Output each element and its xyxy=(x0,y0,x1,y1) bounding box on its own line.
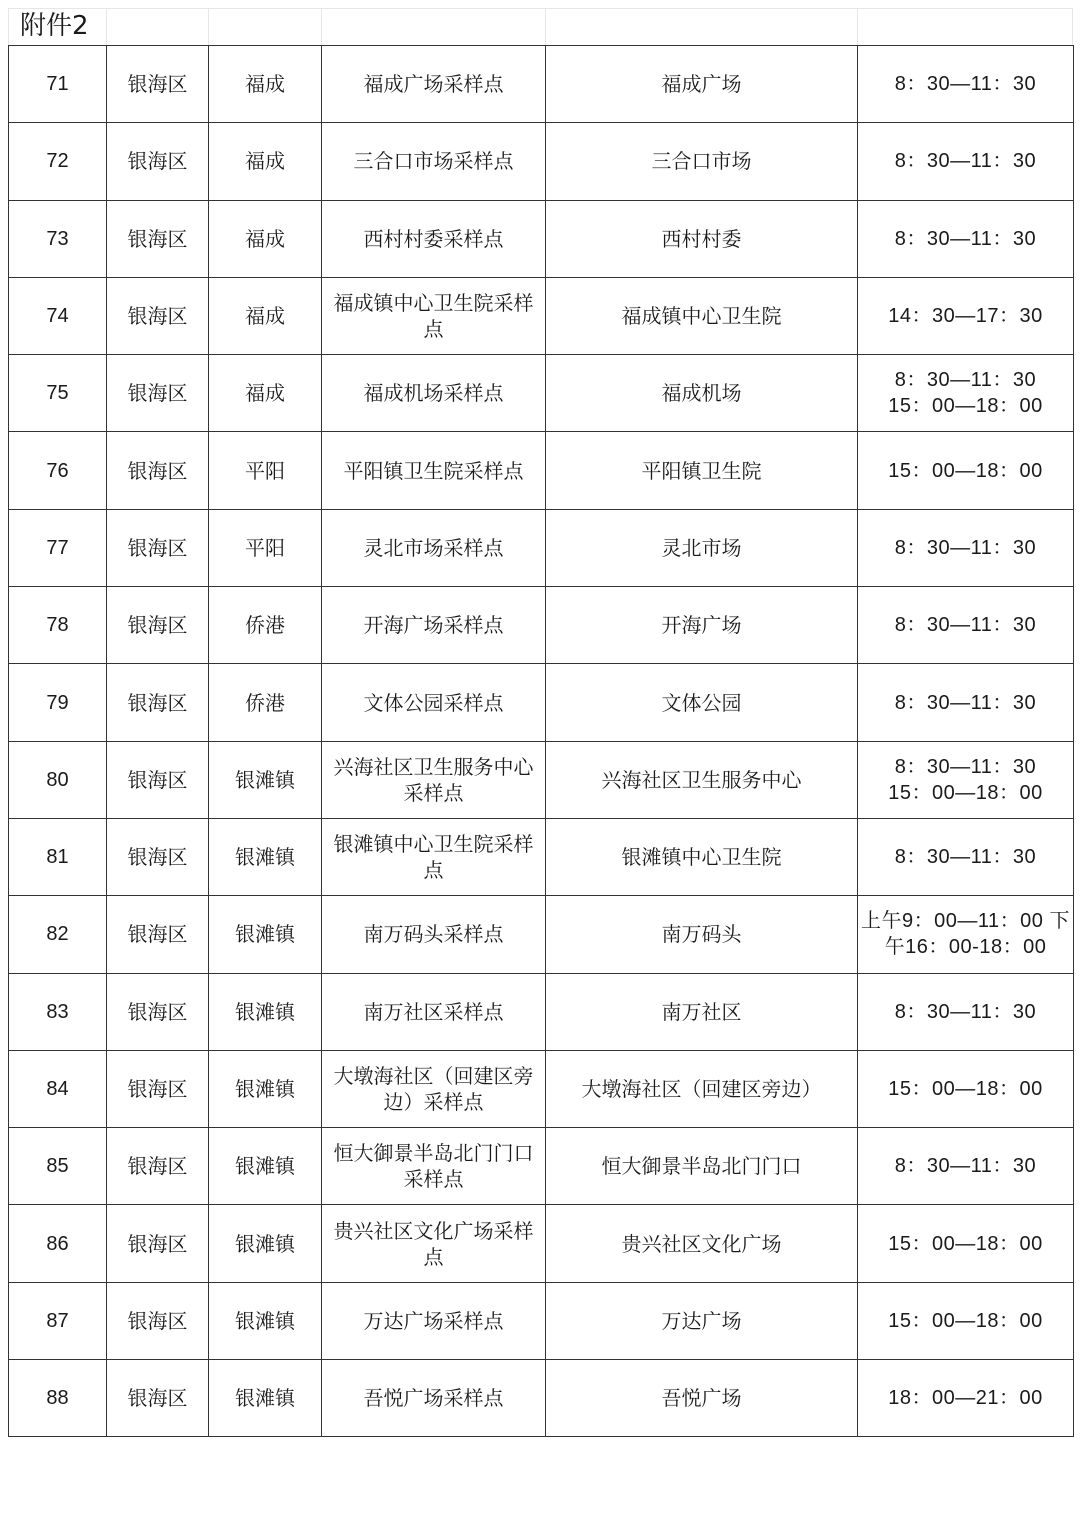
top-rule-divider xyxy=(8,8,9,45)
sampling-location: 恒大御景半岛北门门口 xyxy=(546,1128,858,1205)
table-row xyxy=(9,1128,1074,1205)
district-cell: 银海区 xyxy=(107,1050,209,1127)
sampling-location: 南万码头 xyxy=(546,896,858,973)
table-row xyxy=(9,1050,1074,1127)
sampling-site-name: 恒大御景半岛北门门口采样点 xyxy=(322,1128,546,1205)
table-body xyxy=(9,46,1074,1437)
table-row xyxy=(9,432,1074,509)
attachment-label: 附件2 xyxy=(20,11,89,41)
row-number: 79 xyxy=(9,664,107,741)
table-row xyxy=(9,509,1074,586)
town-cell: 银滩镇 xyxy=(209,1205,322,1282)
town-cell: 银滩镇 xyxy=(209,1050,322,1127)
sampling-time: 8：30—11：30 15：00—18：00 xyxy=(858,741,1074,818)
sampling-time: 8：30—11：30 xyxy=(858,123,1074,200)
district-cell: 银海区 xyxy=(107,46,209,123)
table-row xyxy=(9,973,1074,1050)
sampling-location: 银滩镇中心卫生院 xyxy=(546,818,858,895)
sampling-site-table xyxy=(8,45,1074,1437)
sampling-site-name: 三合口市场采样点 xyxy=(322,123,546,200)
district-cell: 银海区 xyxy=(107,1128,209,1205)
sampling-time: 8：30—11：30 xyxy=(858,1128,1074,1205)
sampling-time: 8：30—11：30 xyxy=(858,664,1074,741)
table-row xyxy=(9,1282,1074,1359)
row-number: 86 xyxy=(9,1205,107,1282)
sampling-location: 西村村委 xyxy=(546,200,858,277)
sampling-time: 8：30—11：30 xyxy=(858,973,1074,1050)
row-number: 74 xyxy=(9,277,107,354)
sampling-time: 8：30—11：30 xyxy=(858,46,1074,123)
sampling-site-name: 西村村委采样点 xyxy=(322,200,546,277)
sampling-location: 文体公园 xyxy=(546,664,858,741)
town-cell: 福成 xyxy=(209,277,322,354)
sampling-site-name: 灵北市场采样点 xyxy=(322,509,546,586)
town-cell: 福成 xyxy=(209,46,322,123)
district-cell: 银海区 xyxy=(107,1205,209,1282)
district-cell: 银海区 xyxy=(107,123,209,200)
district-cell: 银海区 xyxy=(107,277,209,354)
town-cell: 银滩镇 xyxy=(209,818,322,895)
sampling-time: 14：30—17：30 xyxy=(858,277,1074,354)
row-number: 87 xyxy=(9,1282,107,1359)
town-cell: 银滩镇 xyxy=(209,973,322,1050)
sampling-time: 8：30—11：30 xyxy=(858,509,1074,586)
sampling-time: 15：00—18：00 xyxy=(858,432,1074,509)
table-row xyxy=(9,355,1074,432)
town-cell: 银滩镇 xyxy=(209,1128,322,1205)
sampling-location: 万达广场 xyxy=(546,1282,858,1359)
row-number: 73 xyxy=(9,200,107,277)
top-rule-divider xyxy=(857,8,858,45)
district-cell: 银海区 xyxy=(107,200,209,277)
sampling-location: 贵兴社区文化广场 xyxy=(546,1205,858,1282)
row-number: 82 xyxy=(9,896,107,973)
sampling-location: 南万社区 xyxy=(546,973,858,1050)
town-cell: 福成 xyxy=(209,123,322,200)
table-row xyxy=(9,818,1074,895)
sampling-time: 8：30—11：30 xyxy=(858,200,1074,277)
town-cell: 侨港 xyxy=(209,664,322,741)
town-cell: 平阳 xyxy=(209,509,322,586)
sampling-site-name: 南万码头采样点 xyxy=(322,896,546,973)
table-row xyxy=(9,200,1074,277)
table-row xyxy=(9,896,1074,973)
town-cell: 福成 xyxy=(209,200,322,277)
table-row xyxy=(9,664,1074,741)
district-cell: 银海区 xyxy=(107,664,209,741)
town-cell: 银滩镇 xyxy=(209,1282,322,1359)
table-row xyxy=(9,277,1074,354)
sampling-time: 15：00—18：00 xyxy=(858,1282,1074,1359)
district-cell: 银海区 xyxy=(107,741,209,818)
district-cell: 银海区 xyxy=(107,355,209,432)
row-number: 88 xyxy=(9,1360,107,1437)
sampling-site-name: 文体公园采样点 xyxy=(322,664,546,741)
sampling-site-name: 万达广场采样点 xyxy=(322,1282,546,1359)
row-number: 78 xyxy=(9,587,107,664)
row-number: 85 xyxy=(9,1128,107,1205)
table-row xyxy=(9,46,1074,123)
district-cell: 银海区 xyxy=(107,432,209,509)
town-cell: 银滩镇 xyxy=(209,1360,322,1437)
district-cell: 银海区 xyxy=(107,1282,209,1359)
sampling-location: 灵北市场 xyxy=(546,509,858,586)
top-rule-divider xyxy=(545,8,546,45)
row-number: 77 xyxy=(9,509,107,586)
sampling-site-name: 福成广场采样点 xyxy=(322,46,546,123)
district-cell: 银海区 xyxy=(107,1360,209,1437)
table-row xyxy=(9,1205,1074,1282)
sampling-location: 福成广场 xyxy=(546,46,858,123)
top-rule-divider xyxy=(106,8,107,45)
row-number: 84 xyxy=(9,1050,107,1127)
sampling-time: 上午9：00—11：00 下午16：00-18：00 xyxy=(858,896,1074,973)
district-cell: 银海区 xyxy=(107,973,209,1050)
sampling-site-name: 福成镇中心卫生院采样点 xyxy=(322,277,546,354)
sampling-location: 福成镇中心卫生院 xyxy=(546,277,858,354)
sampling-site-name: 开海广场采样点 xyxy=(322,587,546,664)
town-cell: 银滩镇 xyxy=(209,741,322,818)
top-rule-divider xyxy=(1072,8,1073,45)
town-cell: 侨港 xyxy=(209,587,322,664)
sampling-site-name: 银滩镇中心卫生院采样点 xyxy=(322,818,546,895)
top-rule xyxy=(8,8,1072,9)
sampling-location: 大墩海社区（回建区旁边） xyxy=(546,1050,858,1127)
district-cell: 银海区 xyxy=(107,818,209,895)
table-row xyxy=(9,1360,1074,1437)
sampling-location: 兴海社区卫生服务中心 xyxy=(546,741,858,818)
row-number: 80 xyxy=(9,741,107,818)
town-cell: 福成 xyxy=(209,355,322,432)
row-number: 81 xyxy=(9,818,107,895)
sampling-time: 8：30—11：30 15：00—18：00 xyxy=(858,355,1074,432)
table-row xyxy=(9,123,1074,200)
sampling-time: 8：30—11：30 xyxy=(858,587,1074,664)
row-number: 76 xyxy=(9,432,107,509)
row-number: 71 xyxy=(9,46,107,123)
town-cell: 平阳 xyxy=(209,432,322,509)
sampling-site-name: 福成机场采样点 xyxy=(322,355,546,432)
sampling-site-name: 兴海社区卫生服务中心采样点 xyxy=(322,741,546,818)
row-number: 75 xyxy=(9,355,107,432)
sampling-location: 平阳镇卫生院 xyxy=(546,432,858,509)
top-rule-divider xyxy=(208,8,209,45)
sampling-location: 福成机场 xyxy=(546,355,858,432)
table-row xyxy=(9,587,1074,664)
sampling-time: 15：00—18：00 xyxy=(858,1205,1074,1282)
district-cell: 银海区 xyxy=(107,896,209,973)
row-number: 72 xyxy=(9,123,107,200)
row-number: 83 xyxy=(9,973,107,1050)
district-cell: 银海区 xyxy=(107,509,209,586)
table-row xyxy=(9,741,1074,818)
sampling-time: 8：30—11：30 xyxy=(858,818,1074,895)
sampling-site-name: 平阳镇卫生院采样点 xyxy=(322,432,546,509)
sampling-site-name: 大墩海社区（回建区旁边）采样点 xyxy=(322,1050,546,1127)
top-rule-divider xyxy=(321,8,322,45)
sampling-time: 18：00—21：00 xyxy=(858,1360,1074,1437)
sampling-location: 吾悦广场 xyxy=(546,1360,858,1437)
sampling-time: 15：00—18：00 xyxy=(858,1050,1074,1127)
sampling-site-name: 吾悦广场采样点 xyxy=(322,1360,546,1437)
sampling-site-name: 南万社区采样点 xyxy=(322,973,546,1050)
sampling-location: 开海广场 xyxy=(546,587,858,664)
sampling-location: 三合口市场 xyxy=(546,123,858,200)
sampling-site-name: 贵兴社区文化广场采样点 xyxy=(322,1205,546,1282)
district-cell: 银海区 xyxy=(107,587,209,664)
town-cell: 银滩镇 xyxy=(209,896,322,973)
